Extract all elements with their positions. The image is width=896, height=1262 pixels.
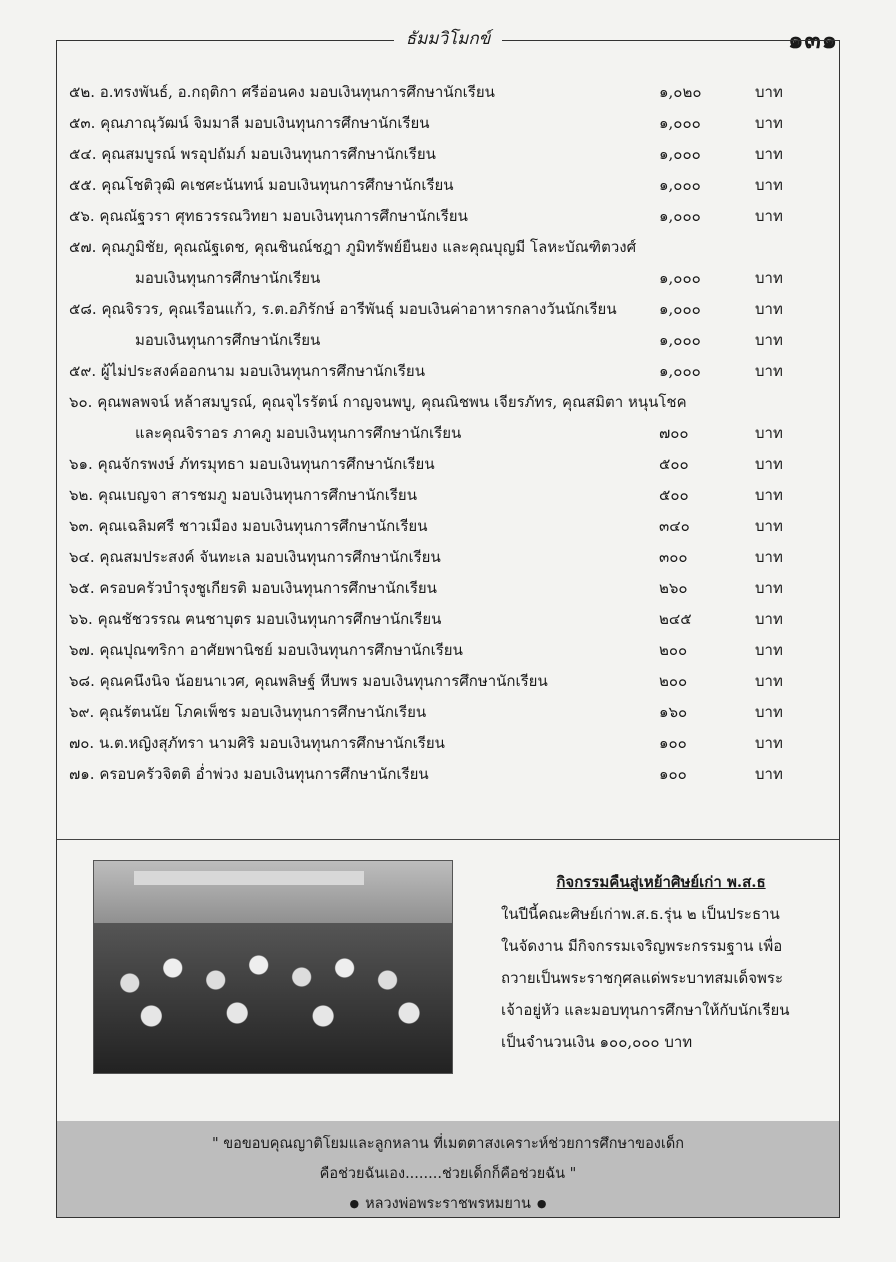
donation-amount: ๗๐๐ (659, 424, 689, 442)
donation-amount: ๒๔๕ (659, 610, 692, 628)
activity-title: กิจกรรมคืนสู่เหย้าศิษย์เก่า พ.ส.ธ (556, 873, 766, 891)
donation-text: ๖๘. คุณคนึงนิจ น้อยนาเวศ, คุณพลิษฐ์ หีบพร มอบเงินทุนการศึกษานักเรียน (69, 672, 548, 690)
donation-row (57, 449, 839, 480)
donation-text: ๕๔. คุณสมบูรณ์ พรอุปถัมภ์ มอบเงินทุนการศึกษานักเรียน (69, 145, 436, 163)
page-number: ๑๓๑ (788, 25, 838, 54)
donation-unit: บาท (755, 641, 783, 659)
donation-unit: บาท (755, 703, 783, 721)
donation-row (57, 170, 839, 201)
donation-amount: ๕๐๐ (659, 486, 689, 504)
donation-amount: ๑,๐๒๐ (659, 83, 702, 101)
donation-row (57, 542, 839, 573)
activity-line: เป็นจำนวนเงิน ๑๐๐,๐๐๐ บาท (501, 1033, 693, 1051)
donation-text: ๗๑. ครอบครัวจิตติ อ่ำพ่วง มอบเงินทุนการศึกษานักเรียน (69, 765, 429, 783)
donation-text: ๕๖. คุณณัฐวรา ศุทธวรรณวิทยา มอบเงินทุนการศึกษานักเรียน (69, 207, 468, 225)
donation-text: ๕๕. คุณโชติวุฒิ คเชศะนันทน์ มอบเงินทุนการศึกษานักเรียน (69, 176, 454, 194)
donation-amount: ๑,๐๐๐ (659, 300, 701, 318)
donation-text: ๕๓. คุณภาณุวัฒน์ จิมมาลี มอบเงินทุนการศึกษานักเรียน (69, 114, 430, 132)
donation-amount: ๒๐๐ (659, 641, 688, 659)
activity-line: ในจัดงาน มีกิจกรรมเจริญพระกรรมฐาน เพื่อ (501, 937, 783, 955)
donation-unit: บาท (755, 145, 783, 163)
donation-row (57, 511, 839, 542)
donation-row (57, 356, 839, 387)
activity-line: ในปีนี้คณะศิษย์เก่าพ.ส.ธ.รุ่น ๒ เป็นประธาน (501, 905, 780, 923)
section-title (57, 28, 839, 50)
donation-row (57, 666, 839, 697)
donation-amount: ๑,๐๐๐ (659, 114, 701, 132)
donation-row (57, 108, 839, 139)
donation-unit: บาท (755, 269, 783, 287)
activity-line: ถวายเป็นพระราชกุศลแด่พระบาทสมเด็จพระ (501, 969, 784, 987)
donation-row (57, 480, 839, 511)
donation-text: ๖๕. ครอบครัวบำรุงชูเกียรติ มอบเงินทุนการศึกษานักเรียน (69, 579, 437, 597)
group-photo (93, 860, 453, 1074)
donation-unit: บาท (755, 362, 783, 380)
donation-text: ๖๒. คุณเบญจา สารชมภู มอบเงินทุนการศึกษานักเรียน (69, 486, 417, 504)
quote-author: หลวงพ่อพระราชพรหมยาน (365, 1196, 531, 1212)
donation-unit: บาท (755, 672, 783, 690)
donation-row (57, 759, 839, 790)
quote-line-2: คือช่วยฉันเอง........ช่วยเด็กก็คือช่วยฉัน " (319, 1166, 577, 1182)
donation-row (57, 387, 839, 418)
photo-banner (134, 871, 364, 885)
donation-text: ๖๙. คุณรัตนนัย โภคเพ็ชร มอบเงินทุนการศึกษานักเรียน (69, 703, 427, 721)
donation-amount: ๕๐๐ (659, 455, 689, 473)
donation-text: มอบเงินทุนการศึกษานักเรียน (135, 269, 321, 287)
bullet-icon: ● (536, 1197, 547, 1210)
donation-text: ๕๒. อ.ทรงพันธ์, อ.กฤติกา ศรีอ่อนคง มอบเงินทุนการศึกษานักเรียน (69, 83, 495, 101)
donation-text: ๖๗. คุณปุณฑริกา อาศัยพานิชย์ มอบเงินทุนการศึกษานักเรียน (69, 641, 463, 659)
donation-unit: บาท (755, 424, 783, 442)
donation-row (57, 418, 839, 449)
donation-row (57, 294, 839, 325)
donation-unit: บาท (755, 300, 783, 318)
donation-unit: บาท (755, 517, 783, 535)
donation-amount: ๑,๐๐๐ (659, 362, 701, 380)
donation-unit: บาท (755, 207, 783, 225)
donation-amount: ๒๖๐ (659, 579, 688, 597)
donation-row (57, 728, 839, 759)
donation-unit: บาท (755, 83, 783, 101)
donation-row (57, 573, 839, 604)
donation-text: ๖๔. คุณสมประสงค์ จันทะเล มอบเงินทุนการศึกษานักเรียน (69, 548, 441, 566)
donation-amount: ๓๐๐ (659, 548, 688, 566)
donation-unit: บาท (755, 734, 783, 752)
donation-amount: ๑,๐๐๐ (659, 176, 701, 194)
donation-text: ๖๐. คุณพลพจน์ หล้าสมบูรณ์, คุณจุไรรัตน์ กาญจนพบู, คุณณิชพน เจียรภัทร, คุณสมิตา หนุนโชค (69, 393, 687, 411)
photo-crowd (94, 923, 452, 1073)
donation-text: ๖๖. คุณชัชวรรณ ฅนชาบุตร มอบเงินทุนการศึกษานักเรียน (69, 610, 442, 628)
donation-unit: บาท (755, 548, 783, 566)
donation-unit: บาท (755, 486, 783, 504)
donation-unit: บาท (755, 455, 783, 473)
donation-row (57, 139, 839, 170)
bullet-icon: ● (349, 1197, 360, 1210)
donation-text: ๕๘. คุณจิรวร, คุณเรือนแก้ว, ร.ต.อภิรักษ์ อารีพันธุ์ มอบเงินค่าอาหารกลางวันนักเรียน (69, 300, 617, 318)
donation-amount: ๒๐๐ (659, 672, 688, 690)
quote-author-line (57, 1189, 839, 1219)
donation-amount: ๑๐๐ (659, 734, 687, 752)
activity-line: เจ้าอยู่หัว และมอบทุนการศึกษาให้กับนักเรียน (501, 1001, 790, 1019)
donation-row (57, 325, 839, 356)
donation-text: ๕๗. คุณภูมิชัย, คุณณัฐเดช, คุณชินณ์ชฎา ภูมิทรัพย์ยืนยง และคุณบุญมี โลหะบัณฑิตวงศ์ (69, 238, 637, 256)
donation-text: ๗๐. น.ต.หญิงสุภัทรา นามศิริ มอบเงินทุนการศึกษานักเรียน (69, 734, 445, 752)
donation-unit: บาท (755, 765, 783, 783)
donation-list (57, 77, 839, 797)
donation-amount: ๑,๐๐๐ (659, 145, 701, 163)
donation-unit: บาท (755, 114, 783, 132)
donation-row (57, 263, 839, 294)
donation-unit: บาท (755, 176, 783, 194)
donation-amount: ๑๐๐ (659, 765, 687, 783)
donation-unit: บาท (755, 610, 783, 628)
activity-text (501, 866, 821, 1058)
donation-row (57, 201, 839, 232)
donation-amount: ๓๔๐ (659, 517, 690, 535)
donation-text: และคุณจิราอร ภาคภู มอบเงินทุนการศึกษานักเรียน (135, 424, 462, 442)
donation-text: มอบเงินทุนการศึกษานักเรียน (135, 331, 321, 349)
donation-unit: บาท (755, 579, 783, 597)
donation-row (57, 697, 839, 728)
donation-amount: ๑,๐๐๐ (659, 207, 701, 225)
donation-row (57, 635, 839, 666)
donation-amount: ๑,๐๐๐ (659, 269, 701, 287)
donation-row (57, 604, 839, 635)
donation-amount: ๑,๐๐๐ (659, 331, 701, 349)
donation-text: ๖๑. คุณจักรพงษ์ ภัทรมุทธา มอบเงินทุนการศึกษานักเรียน (69, 455, 435, 473)
donation-text: ๕๙. ผู้ไม่ประสงค์ออกนาม มอบเงินทุนการศึกษานักเรียน (69, 362, 425, 380)
donation-text: ๖๓. คุณเฉลิมศรี ชาวเมือง มอบเงินทุนการศึกษานักเรียน (69, 517, 428, 535)
donation-row (57, 232, 839, 263)
activity-section (57, 839, 839, 1123)
donation-amount: ๑๖๐ (659, 703, 688, 721)
donation-unit: บาท (755, 331, 783, 349)
section-title-text: ธัมมวิโมกข์ (394, 29, 503, 49)
quote-box (57, 1121, 839, 1217)
donation-row (57, 77, 839, 108)
quote-line-1: " ขอขอบคุณญาติโยมและลูกหลาน ที่เมตตาสงเคราะห์ช่วยการศึกษาของเด็ก (211, 1136, 685, 1152)
